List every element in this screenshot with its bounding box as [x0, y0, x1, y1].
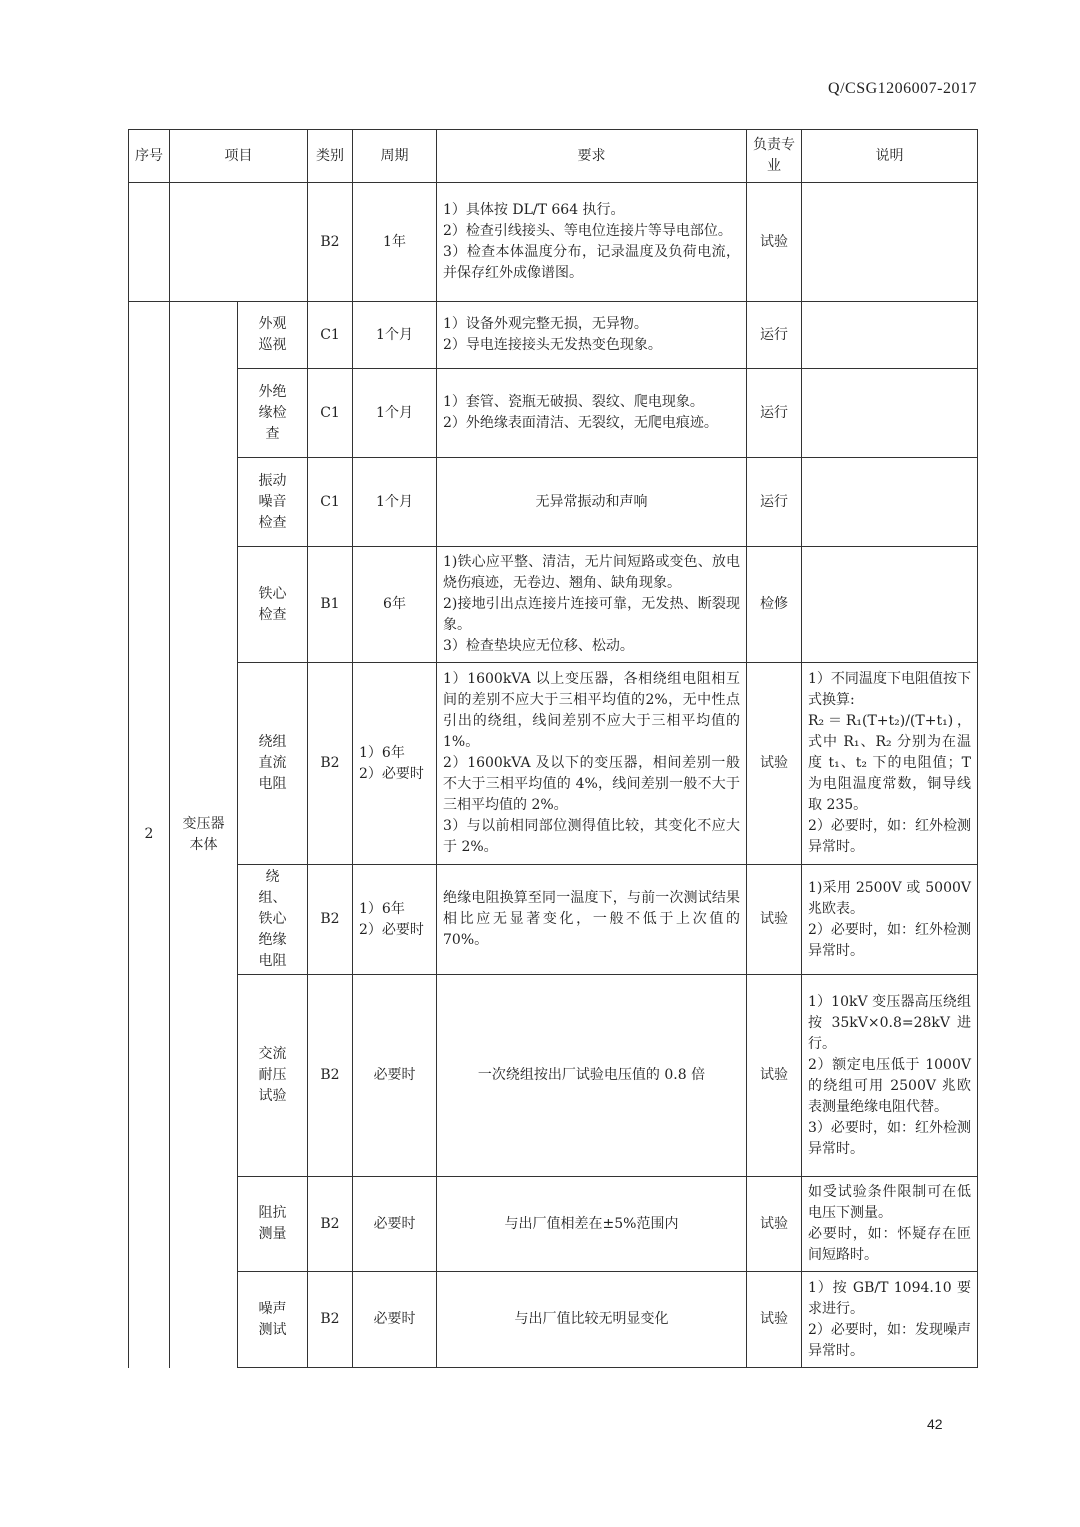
cont-item-cell [170, 183, 308, 302]
row-responsible: 试验 [747, 1177, 802, 1272]
row-period: 必要时 [353, 975, 437, 1177]
row-category: B2 [308, 865, 353, 975]
row-requirement: 绝缘电阻换算至同一温度下，与前一次测试结果相比应无显著变化，一般不低于上次值的 70%。 [437, 865, 747, 975]
table-row [129, 547, 978, 663]
row-note [802, 302, 978, 369]
sub-item: 铁心检查 [238, 547, 308, 663]
header-responsible: 负责专业 [747, 130, 802, 183]
row-requirement: 1）设备外观完整无损，无异物。 2）导电连接接头无发热变色现象。 [437, 302, 747, 369]
row-note: 如受试验条件限制可在低电压下测量。 必要时，如：怀疑存在匝间短路时。 [802, 1177, 978, 1272]
row-note [802, 369, 978, 458]
cont-note [802, 183, 978, 302]
table-row [129, 865, 978, 975]
row-note: 1）不同温度下电阻值按下式换算: R₂＝R₁(T+t₂)/(T+t₁)，式中 R₁、R₂ 分别为在温度 t₁、t₂ 下的电阻值；T 为电阻温度常数，铜导线取 235。 2）必要时，如：红外检测异常时。 [802, 663, 978, 865]
table-row [129, 1272, 978, 1368]
row-category: C1 [308, 369, 353, 458]
page-number: 42 [927, 1416, 943, 1432]
row-category: B2 [308, 975, 353, 1177]
row-responsible: 运行 [747, 302, 802, 369]
table-row [129, 663, 978, 865]
row-category: B2 [308, 1177, 353, 1272]
sub-item: 外观巡视 [238, 302, 308, 369]
row-requirement: 无异常振动和声响 [437, 458, 747, 547]
row-requirement: 与出厂值相差在±5%范围内 [437, 1177, 747, 1272]
row-responsible: 试验 [747, 663, 802, 865]
sub-item: 阻抗测量 [238, 1177, 308, 1272]
header-note: 说明 [802, 130, 978, 183]
row-responsible: 运行 [747, 369, 802, 458]
row-period: 1个月 [353, 302, 437, 369]
row-requirement: 1）1600kVA 以上变压器，各相绕组电阻相互间的差别不应大于三相平均值的2%，无中性点引出的绕组，线间差别不应大于三相平均值的 1%。 2）1600kVA 及以下的变压器，相间差别一般不大于三相平均值的 4%，线间差别一般不大于三相平均值的 2%。 3）与以前相同部位测得值比较，其变化不应大于 2%。 [437, 663, 747, 865]
row-period: 1）6年 2）必要时 [353, 663, 437, 865]
sub-item: 交流耐压试验 [238, 975, 308, 1177]
sub-item: 外绝缘检查 [238, 369, 308, 458]
row-responsible: 检修 [747, 547, 802, 663]
row-responsible: 试验 [747, 865, 802, 975]
row-note [802, 547, 978, 663]
row-category: B2 [308, 663, 353, 865]
header-period: 周期 [353, 130, 437, 183]
table-row [129, 369, 978, 458]
cont-responsible: 试验 [747, 183, 802, 302]
cont-category: B2 [308, 183, 353, 302]
continuation-row [129, 183, 978, 302]
table-header-row [129, 130, 978, 183]
row-requirement: 一次绕组按出厂试验电压值的 0.8 倍 [437, 975, 747, 1177]
row-note [802, 458, 978, 547]
header-requirement: 要求 [437, 130, 747, 183]
sub-item: 绕组直流电阻 [238, 663, 308, 865]
document-code: Q/CSG1206007-2017 [828, 80, 977, 97]
cont-period: 1年 [353, 183, 437, 302]
row-period: 6年 [353, 547, 437, 663]
table-row [129, 302, 978, 369]
row-responsible: 试验 [747, 975, 802, 1177]
row-category: B1 [308, 547, 353, 663]
group-name: 变压器本体 [170, 302, 238, 1368]
row-note: 1）10kV 变压器高压绕组按 35kV×0.8=28kV 进行。 2）额定电压低于 1000V 的绕组可用 2500V 兆欧表测量绝缘电阻代替。 3）必要时，如：红外检测异常时。 [802, 975, 978, 1177]
group-no: 2 [129, 302, 170, 1368]
row-period: 必要时 [353, 1177, 437, 1272]
inspection-table [128, 129, 978, 1368]
sub-item: 绕组、铁心绝缘电阻 [238, 865, 308, 975]
sub-item: 振动噪音检查 [238, 458, 308, 547]
row-period: 1个月 [353, 369, 437, 458]
table-row [129, 975, 978, 1177]
row-period: 1个月 [353, 458, 437, 547]
table-row [129, 458, 978, 547]
row-responsible: 试验 [747, 1272, 802, 1368]
row-note: 1）按 GB/T 1094.10 要求进行。 2）必要时，如：发现噪声异常时。 [802, 1272, 978, 1368]
row-period: 必要时 [353, 1272, 437, 1368]
header-item: 项目 [170, 130, 308, 183]
cont-no-cell [129, 183, 170, 302]
row-category: C1 [308, 302, 353, 369]
row-note: 1)采用 2500V 或 5000V 兆欧表。 2）必要时，如：红外检测异常时。 [802, 865, 978, 975]
row-requirement: 与出厂值比较无明显变化 [437, 1272, 747, 1368]
row-requirement: 1)铁心应平整、清洁，无片间短路或变色、放电烧伤痕迹，无卷边、翘角、缺角现象。 2)接地引出点连接片连接可靠，无发热、断裂现象。 3）检查垫块应无位移、松动。 [437, 547, 747, 663]
row-period: 1）6年 2）必要时 [353, 865, 437, 975]
table-row [129, 1177, 978, 1272]
cont-requirement: 1）具体按 DL/T 664 执行。 2）检查引线接头、等电位连接片等导电部位。 3）检查本体温度分布，记录温度及负荷电流，并保存红外成像谱图。 [437, 183, 747, 302]
row-category: C1 [308, 458, 353, 547]
row-category: B2 [308, 1272, 353, 1368]
row-responsible: 运行 [747, 458, 802, 547]
header-category: 类别 [308, 130, 353, 183]
header-no: 序号 [129, 130, 170, 183]
row-requirement: 1）套管、瓷瓶无破损、裂纹、爬电现象。 2）外绝缘表面清洁、无裂纹，无爬电痕迹。 [437, 369, 747, 458]
sub-item: 噪声测试 [238, 1272, 308, 1368]
